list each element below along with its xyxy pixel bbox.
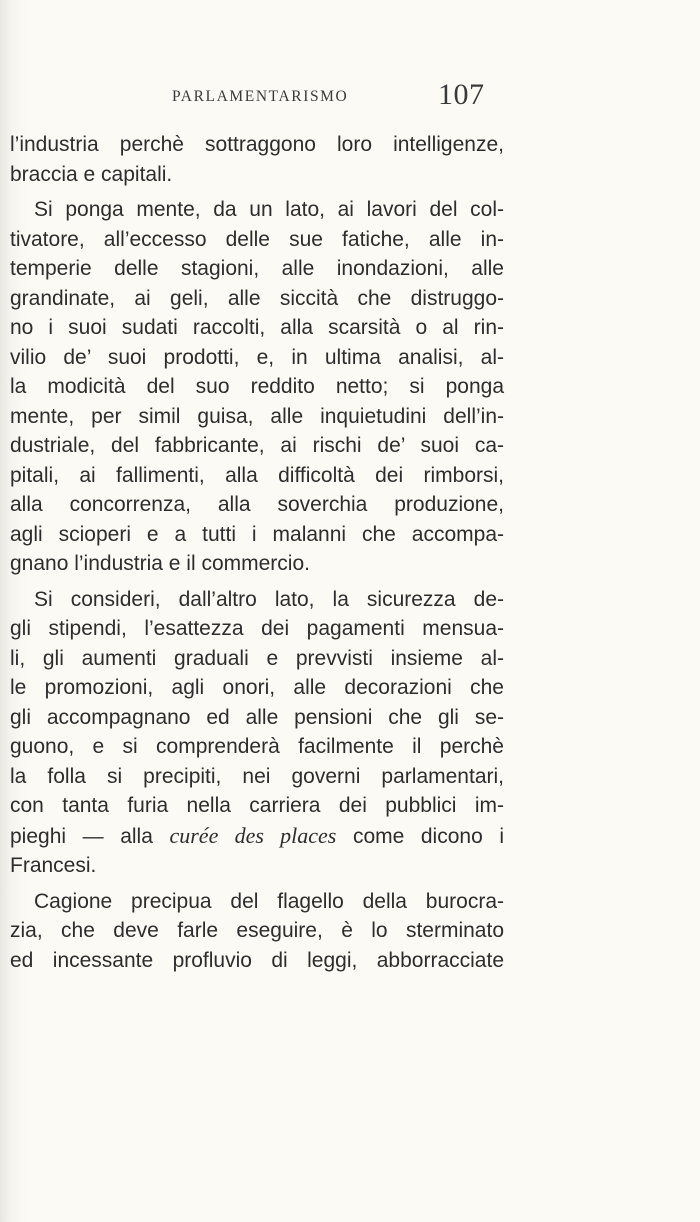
text-line: dustriale, del fabbricante, ai rischi de’ suoi ca-: [10, 434, 504, 457]
text-line: braccia e capitali.: [10, 162, 173, 186]
text-line-with-italic: [10, 821, 504, 852]
paragraph: [10, 130, 504, 189]
body-text: [10, 130, 504, 975]
text-line: gnano l’industria e il commercio.: [10, 552, 310, 575]
text-line: la modicità del suo reddito netto; si ponga: [10, 375, 504, 398]
text-line: grandinate, ai geli, alle siccità che distruggo-: [10, 286, 504, 310]
text-line: ed incessante profluvio di leggi, abborracciate: [10, 948, 504, 972]
running-title: PARLAMENTARISMO: [172, 88, 349, 105]
text-line: pitali, ai fallimenti, alla difficoltà dei rimborsi,: [10, 463, 504, 487]
page-number: 107: [438, 78, 485, 111]
text-line: l’industria perchè sottraggono loro intelligenze,: [10, 133, 504, 156]
text-line: no i suoi sudati raccolti, alla scarsità o al rin-: [10, 316, 504, 339]
paragraph: [10, 887, 504, 976]
text-line: guono, e si comprenderà facilmente il perchè: [10, 735, 504, 758]
text-line: con tanta furia nella carriera dei pubblici im-: [10, 794, 504, 817]
text-line: la folla si precipiti, nei governi parlamentari,: [10, 764, 504, 788]
text-fragment: pieghi — alla: [10, 824, 170, 848]
paragraph: [10, 585, 504, 881]
text-line: Cagione precipua del flagello della burocra-: [34, 889, 504, 913]
text-line: le promozioni, agli onori, alle decorazioni che: [10, 676, 504, 699]
text-line: agli scioperi e a tutti i malanni che accompa-: [10, 522, 504, 546]
paragraph: [10, 195, 504, 579]
text-line: mente, per simil guisa, alle inquietudini dell’in-: [10, 404, 504, 428]
text-line: temperie delle stagioni, alle inondazioni, alle: [10, 257, 504, 280]
text-line: alla concorrenza, alla soverchia produzione,: [10, 493, 504, 516]
text-line: zia, che deve farle eseguire, è lo sterminato: [10, 919, 504, 942]
text-line: gli stipendi, l’esattezza dei pagamenti mensua-: [10, 617, 504, 640]
text-line: li, gli aumenti graduali e prevvisti insieme al-: [10, 646, 504, 670]
text-fragment: come dicono i: [336, 824, 504, 848]
text-line: Si consideri, dall’altro lato, la sicurezza de-: [34, 587, 504, 611]
italic-phrase: curée des places: [169, 822, 337, 848]
text-line: Si ponga mente, da un lato, ai lavori del col-: [34, 198, 504, 221]
text-line: gli accompagnano ed alle pensioni che gli se-: [10, 705, 504, 729]
text-line: vilio de’ suoi prodotti, e, in ultima analisi, al-: [10, 345, 504, 369]
text-line: tivatore, all’eccesso delle sue fatiche, alle in-: [10, 227, 504, 251]
running-header: [0, 78, 700, 118]
text-line: Francesi.: [10, 854, 97, 877]
